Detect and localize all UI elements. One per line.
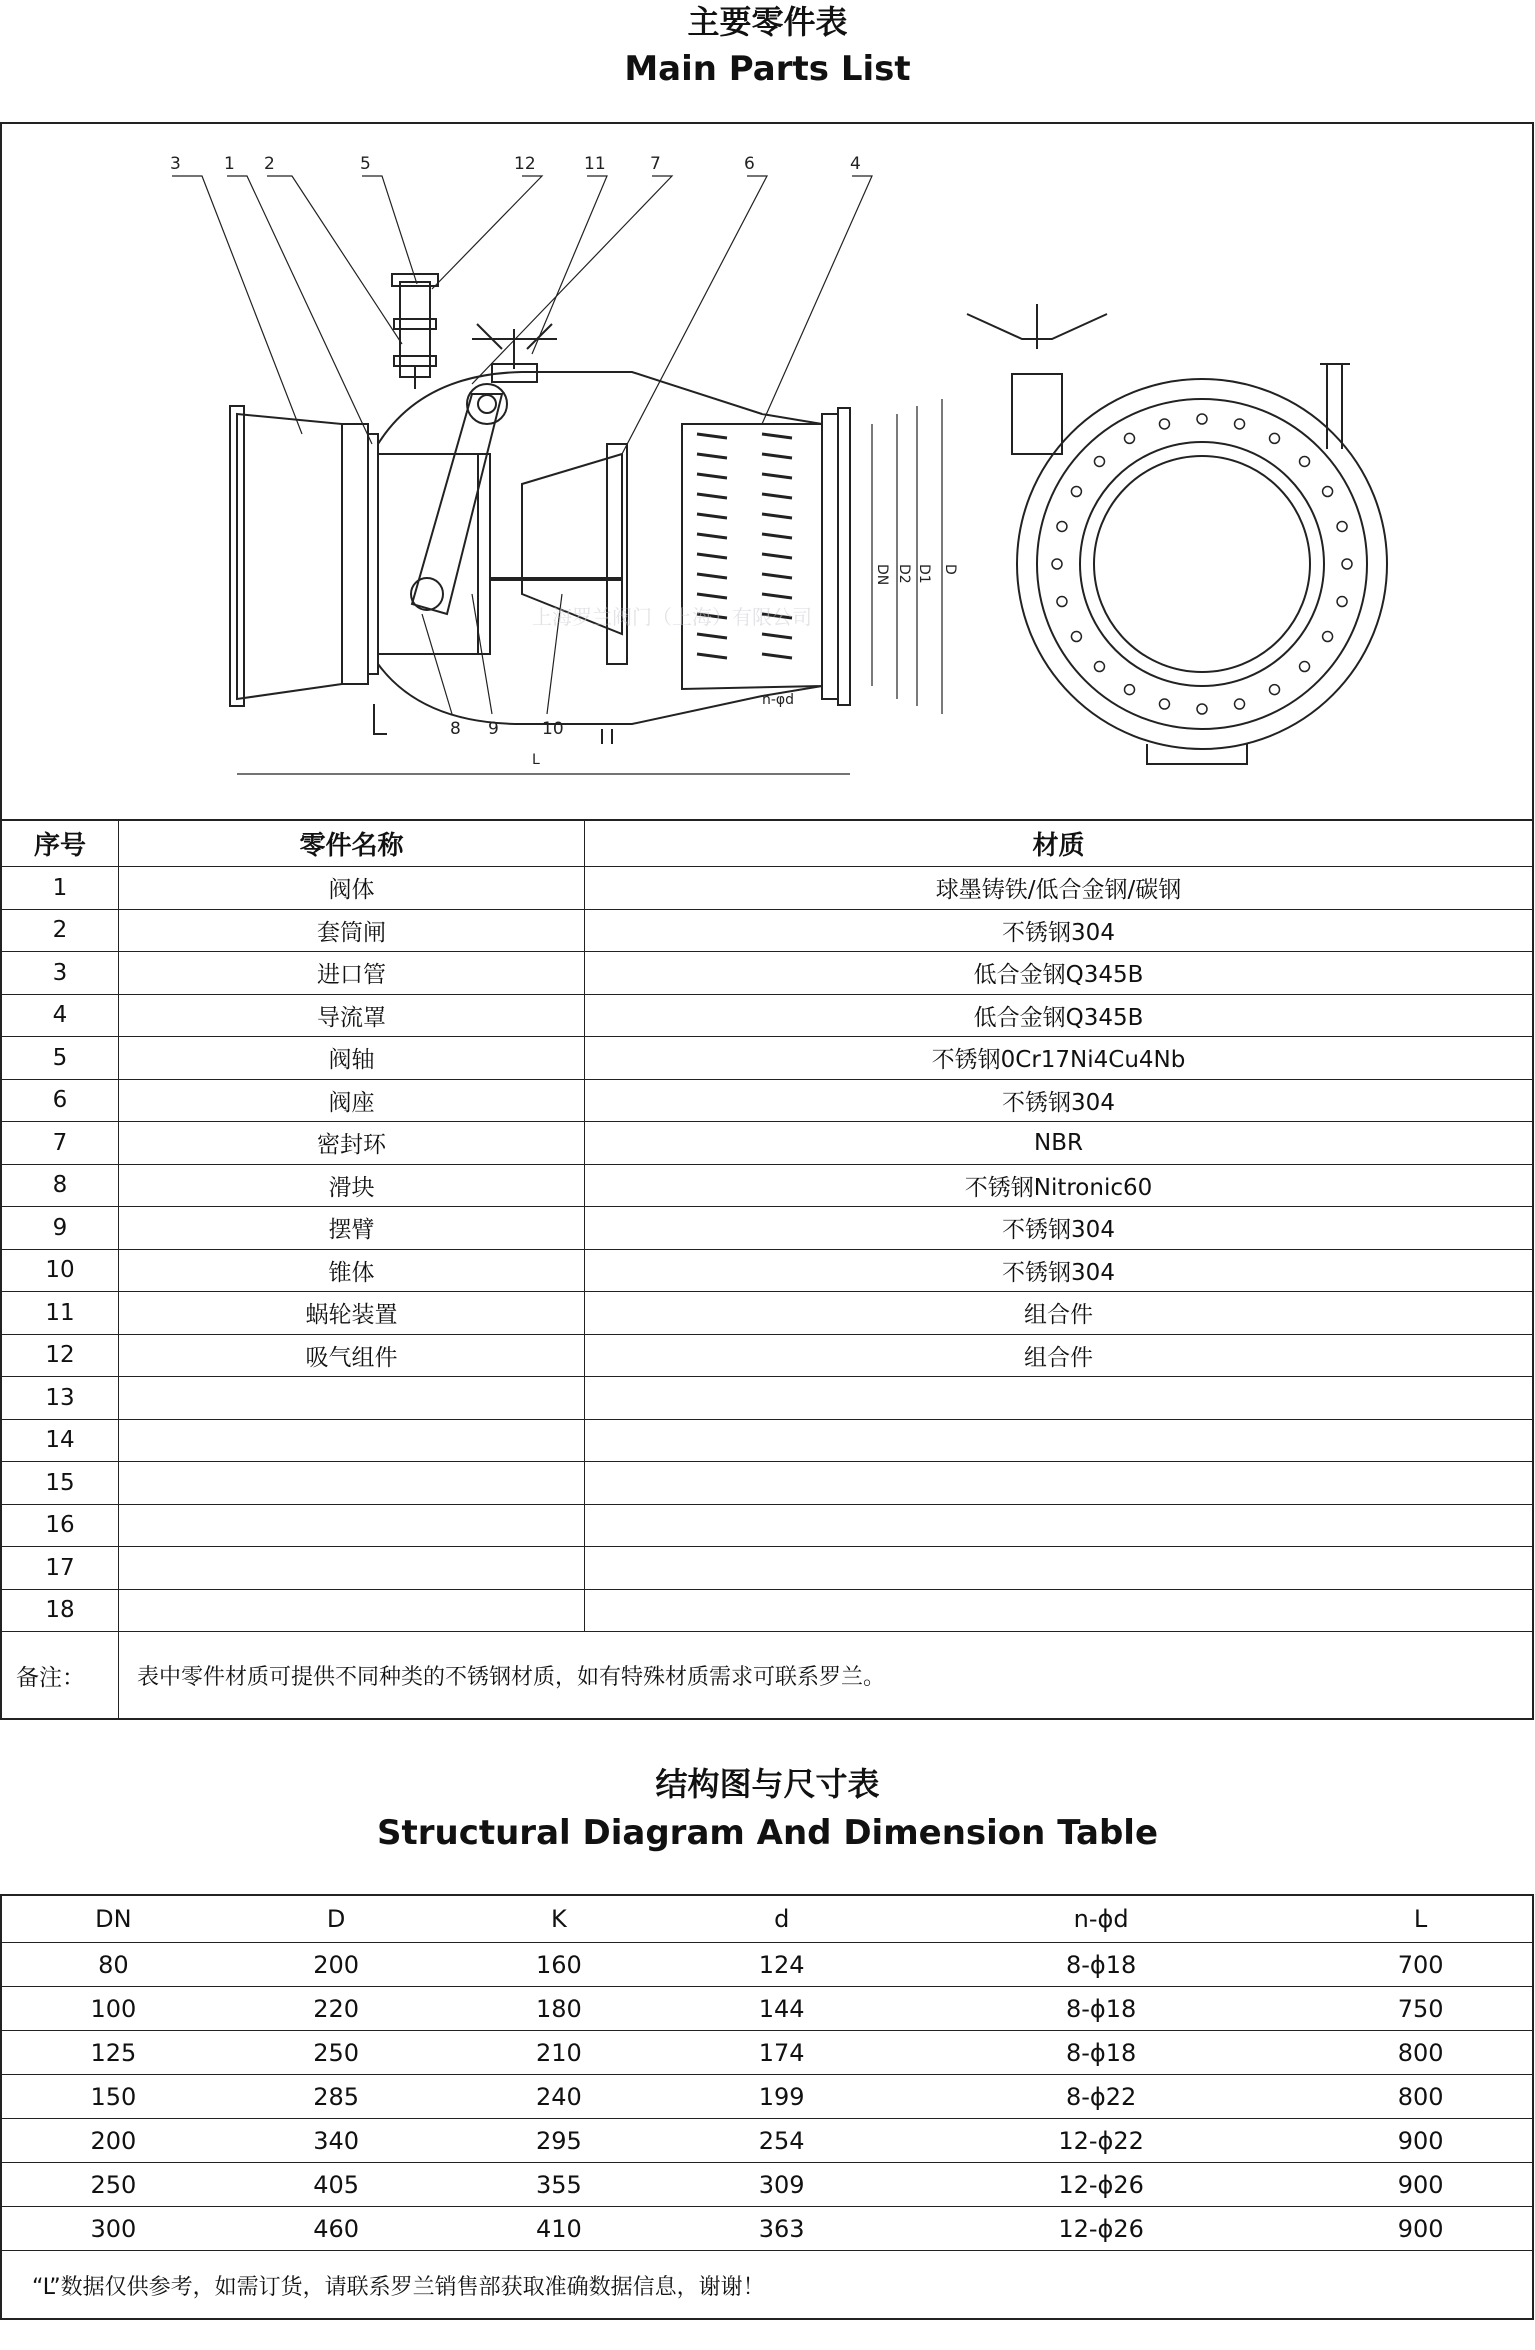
part-name-cell	[119, 1504, 585, 1547]
part-name-cell	[119, 1589, 585, 1632]
bolt-hole	[1323, 632, 1333, 642]
bolt-hole	[1159, 699, 1169, 709]
bolt-hole	[1159, 419, 1169, 429]
dimension-title-zh: 结构图与尺寸表	[655, 1765, 880, 1803]
parts-table-header-row	[2, 820, 1532, 867]
bolt-hole	[1197, 414, 1207, 424]
table-row	[2, 1122, 1532, 1165]
part-name-cell: 套筒闸	[119, 909, 585, 952]
table-row	[2, 1419, 1532, 1462]
callout-number: 10	[542, 719, 564, 739]
dim-cell: 210	[448, 2031, 671, 2075]
part-material-cell: 组合件	[585, 1292, 1533, 1335]
bolt-hole	[1071, 632, 1081, 642]
part-material-cell: 球墨铸铁/低合金钢/碳钢	[585, 867, 1533, 910]
dim-cell: 125	[2, 2031, 225, 2075]
note-text: 表中零件材质可提供不同种类的不锈钢材质，如有特殊材质需求可联系罗兰。	[119, 1632, 1533, 1719]
part-material-cell: 不锈钢304	[585, 1079, 1533, 1122]
part-no-cell: 9	[2, 1207, 119, 1250]
table-row	[2, 2075, 1532, 2119]
dim-cell: 460	[225, 2207, 448, 2251]
part-name-cell: 阀轴	[119, 1037, 585, 1080]
callout-number: 1	[224, 154, 235, 174]
watermark: 上海罗兰阀门（上海）有限公司	[532, 605, 812, 629]
part-material-cell: 不锈钢0Cr17Ni4Cu4Nb	[585, 1037, 1533, 1080]
dim-cell: 295	[448, 2119, 671, 2163]
dim-header-cell: n-ϕd	[893, 1896, 1309, 1943]
parts-title-zh: 主要零件表	[687, 3, 848, 41]
table-row	[2, 2163, 1532, 2207]
dimension-table-body	[2, 1943, 1532, 2251]
part-name-cell: 蜗轮装置	[119, 1292, 585, 1335]
callout-number: 9	[488, 719, 499, 739]
dim-cell: 220	[225, 1987, 448, 2031]
dimension-label: D2	[896, 564, 912, 584]
dim-cell: 199	[670, 2075, 893, 2119]
dim-cell: 900	[1309, 2119, 1532, 2163]
dimension-frame	[0, 1894, 1534, 2320]
dim-cell: 254	[670, 2119, 893, 2163]
dim-cell: 700	[1309, 1943, 1532, 1987]
table-row	[2, 2119, 1532, 2163]
bolt-hole	[1342, 559, 1352, 569]
table-row	[2, 1589, 1532, 1632]
dim-cell: 900	[1309, 2163, 1532, 2207]
part-material-cell: 组合件	[585, 1334, 1533, 1377]
dim-cell: 363	[670, 2207, 893, 2251]
dim-cell: 8-ϕ22	[893, 2075, 1309, 2119]
table-row	[2, 867, 1532, 910]
part-no-cell: 8	[2, 1164, 119, 1207]
dim-cell: 405	[225, 2163, 448, 2207]
bolt-hole	[1094, 662, 1104, 672]
callout-number: 12	[514, 154, 536, 174]
dim-cell: 250	[2, 2163, 225, 2207]
bolt-hole	[1094, 456, 1104, 466]
dim-cell: 160	[448, 1943, 671, 1987]
dim-cell: 250	[225, 2031, 448, 2075]
header-material: 材质	[585, 820, 1533, 867]
part-material-cell: 不锈钢Nitronic60	[585, 1164, 1533, 1207]
header-no: 序号	[2, 820, 119, 867]
callout-number: 7	[650, 154, 661, 174]
part-no-cell: 7	[2, 1122, 119, 1165]
bolt-hole	[1323, 487, 1333, 497]
dimension-label: D1	[916, 564, 932, 584]
dimension-label: DN	[874, 564, 890, 586]
table-row	[2, 1207, 1532, 1250]
dim-cell: 800	[1309, 2031, 1532, 2075]
part-name-cell: 阀座	[119, 1079, 585, 1122]
valve-drawing	[2, 124, 1532, 821]
dimension-label: D	[942, 564, 958, 575]
callout-number: 4	[850, 154, 861, 174]
note-label: 备注：	[2, 1632, 119, 1719]
parts-frame	[0, 122, 1534, 1720]
table-row	[2, 1377, 1532, 1420]
bolt-hole	[1270, 685, 1280, 695]
part-name-cell: 摆臂	[119, 1207, 585, 1250]
bolt-hole	[1125, 685, 1135, 695]
callout-number: 8	[450, 719, 461, 739]
bolt-hole	[1071, 487, 1081, 497]
table-row	[2, 994, 1532, 1037]
dim-cell: 410	[448, 2207, 671, 2251]
table-row	[2, 1987, 1532, 2031]
part-no-cell: 1	[2, 867, 119, 910]
dim-cell: 8-ϕ18	[893, 1943, 1309, 1987]
bolt-hole	[1125, 433, 1135, 443]
dim-cell: 355	[448, 2163, 671, 2207]
dimension-header-row	[2, 1896, 1532, 1943]
dim-header-cell: d	[670, 1896, 893, 1943]
table-row	[2, 2207, 1532, 2251]
table-row	[2, 1079, 1532, 1122]
dim-cell: 340	[225, 2119, 448, 2163]
dim-cell: 150	[2, 2075, 225, 2119]
dim-cell: 180	[448, 1987, 671, 2031]
part-material-cell: 不锈钢304	[585, 1207, 1533, 1250]
dim-cell: 8-ϕ18	[893, 2031, 1309, 2075]
part-material-cell: 不锈钢304	[585, 1249, 1533, 1292]
dim-cell: 12-ϕ26	[893, 2207, 1309, 2251]
table-row	[2, 1462, 1532, 1505]
part-no-cell: 15	[2, 1462, 119, 1505]
dimension-label: n-φd	[762, 692, 795, 708]
bolt-hole	[1300, 662, 1310, 672]
part-no-cell: 13	[2, 1377, 119, 1420]
part-no-cell: 3	[2, 952, 119, 995]
part-no-cell: 17	[2, 1547, 119, 1590]
table-row	[2, 1292, 1532, 1335]
dim-header-cell: L	[1309, 1896, 1532, 1943]
bolt-hole	[1270, 433, 1280, 443]
part-material-cell: 低合金钢Q345B	[585, 994, 1533, 1037]
dim-cell: 8-ϕ18	[893, 1987, 1309, 2031]
bolt-hole	[1235, 419, 1245, 429]
dim-cell: 309	[670, 2163, 893, 2207]
table-row	[2, 909, 1532, 952]
part-no-cell: 5	[2, 1037, 119, 1080]
bolt-hole	[1057, 597, 1067, 607]
part-name-cell: 密封环	[119, 1122, 585, 1165]
bolt-hole	[1337, 597, 1347, 607]
dim-cell: 750	[1309, 1987, 1532, 2031]
dimension-title-en: Structural Diagram And Dimension Table	[376, 1813, 1159, 1853]
dim-header-cell: K	[448, 1896, 671, 1943]
part-material-cell	[585, 1462, 1533, 1505]
dimension-table	[2, 1896, 1532, 2251]
callout-number: 2	[264, 154, 275, 174]
part-name-cell	[119, 1462, 585, 1505]
callout-number: 6	[744, 154, 755, 174]
callout-number: 3	[170, 154, 181, 174]
parts-note-row	[2, 1632, 1532, 1719]
part-no-cell: 12	[2, 1334, 119, 1377]
callout-number: 11	[584, 154, 606, 174]
dim-cell: 174	[670, 2031, 893, 2075]
dim-cell: 144	[670, 1987, 893, 2031]
parts-title-en: Main Parts List	[624, 49, 911, 89]
part-no-cell: 14	[2, 1419, 119, 1462]
bolt-hole	[1057, 521, 1067, 531]
table-row	[2, 952, 1532, 995]
part-material-cell	[585, 1589, 1533, 1632]
dim-cell: 200	[225, 1943, 448, 1987]
part-no-cell: 18	[2, 1589, 119, 1632]
dim-cell: 240	[448, 2075, 671, 2119]
part-material-cell: NBR	[585, 1122, 1533, 1165]
dim-cell: 285	[225, 2075, 448, 2119]
dim-cell: 124	[670, 1943, 893, 1987]
part-name-cell	[119, 1547, 585, 1590]
part-material-cell: 低合金钢Q345B	[585, 952, 1533, 995]
table-row	[2, 1547, 1532, 1590]
valve-drawing-svg	[2, 124, 1532, 819]
dim-header-cell: D	[225, 1896, 448, 1943]
dim-cell: 200	[2, 2119, 225, 2163]
part-material-cell	[585, 1419, 1533, 1462]
header-name: 零件名称	[119, 820, 585, 867]
table-row	[2, 1943, 1532, 1987]
part-no-cell: 11	[2, 1292, 119, 1335]
dim-cell: 12-ϕ26	[893, 2163, 1309, 2207]
part-name-cell	[119, 1377, 585, 1420]
part-name-cell: 阀体	[119, 867, 585, 910]
dim-cell: 100	[2, 1987, 225, 2031]
part-material-cell	[585, 1377, 1533, 1420]
dim-cell: 300	[2, 2207, 225, 2251]
bolt-hole	[1235, 699, 1245, 709]
part-name-cell: 导流罩	[119, 994, 585, 1037]
parts-table-body	[2, 867, 1532, 1632]
part-name-cell	[119, 1419, 585, 1462]
part-material-cell	[585, 1504, 1533, 1547]
dimension-label: L	[532, 752, 540, 768]
table-row	[2, 2031, 1532, 2075]
bolt-hole	[1300, 456, 1310, 466]
part-no-cell: 2	[2, 909, 119, 952]
bolt-hole	[1197, 704, 1207, 714]
part-no-cell: 6	[2, 1079, 119, 1122]
part-no-cell: 16	[2, 1504, 119, 1547]
part-material-cell	[585, 1547, 1533, 1590]
dim-cell: 12-ϕ22	[893, 2119, 1309, 2163]
bolt-hole	[1052, 559, 1062, 569]
part-no-cell: 4	[2, 994, 119, 1037]
dim-header-cell: DN	[2, 1896, 225, 1943]
table-row	[2, 1504, 1532, 1547]
table-row	[2, 1037, 1532, 1080]
dimension-note: “L”数据仅供参考，如需订货，请联系罗兰销售部获取准确数据信息，谢谢！	[32, 2275, 765, 2300]
parts-table	[2, 819, 1532, 1719]
dim-cell: 900	[1309, 2207, 1532, 2251]
table-row	[2, 1164, 1532, 1207]
table-row	[2, 1334, 1532, 1377]
table-row	[2, 1249, 1532, 1292]
dim-cell: 80	[2, 1943, 225, 1987]
dim-cell: 800	[1309, 2075, 1532, 2119]
part-material-cell: 不锈钢304	[585, 909, 1533, 952]
bolt-hole	[1337, 521, 1347, 531]
callout-number: 5	[360, 154, 371, 174]
part-no-cell: 10	[2, 1249, 119, 1292]
part-name-cell: 锥体	[119, 1249, 585, 1292]
part-name-cell: 进口管	[119, 952, 585, 995]
part-name-cell: 滑块	[119, 1164, 585, 1207]
part-name-cell: 吸气组件	[119, 1334, 585, 1377]
